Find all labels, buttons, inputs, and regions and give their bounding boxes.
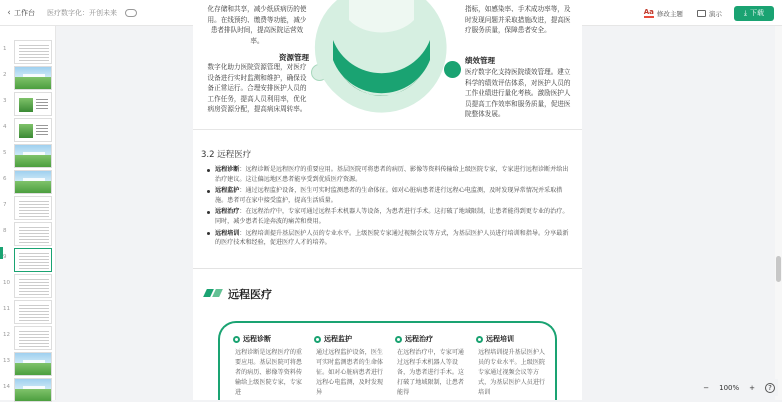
page-number: 8: [3, 228, 7, 234]
slide-column-1: [233, 334, 303, 398]
top-left-paragraph: 化存储和共享，减少纸质病历的使用。在线预约、缴费等功能，减少患者排队时间，提高医院运营效率。: [207, 5, 307, 45]
list-item: [207, 165, 573, 184]
zoom-level[interactable]: 100%: [719, 383, 740, 392]
page-number: 12: [3, 332, 10, 338]
theme-icon: Aa: [643, 7, 654, 16]
cloud-sync-icon: [125, 9, 137, 17]
circular-infographic: [299, 0, 464, 128]
column-text: 通过远程监护设备，医生可实时监测患者的生命体征。如对心脏病患者进行远程心电监测，及时发现异: [316, 349, 384, 396]
slide-column-3: [395, 334, 465, 398]
page-thumbnail-5[interactable]: [14, 144, 52, 168]
page-thumbnail-10[interactable]: [14, 274, 52, 298]
bullet-text: ：在远程治疗中，专家可通过远程手术机器人等设备，为患者进行手术。这打破了地域限制，让患者能得到更专业的治疗。同时，减少患者长途奔波的痛苦和费用。: [215, 208, 569, 225]
ring-icon: [314, 336, 321, 343]
ring-icon: [233, 336, 240, 343]
page-thumbnail-2[interactable]: [14, 66, 52, 90]
page-thumbnail-12[interactable]: [14, 326, 52, 350]
page-divider: [193, 129, 582, 130]
list-item: [207, 229, 573, 248]
list-item: [207, 207, 573, 226]
bullet-list: [207, 165, 573, 250]
section-heading: 3.2 远程医疗: [201, 150, 252, 160]
page-thumbnail-7[interactable]: [14, 196, 52, 220]
page-number: 7: [3, 202, 7, 208]
page-number: 10: [3, 280, 10, 286]
column-title: 远程治疗: [405, 335, 433, 343]
column-text: 远程培训提升基层医护人员的专业水平。上级医院专家通过视频会议等方式，为基层医护人员进行培训: [478, 349, 546, 396]
slide-column-2: [314, 334, 384, 398]
help-icon[interactable]: ?: [765, 383, 775, 393]
bullet-label: 远程监护: [215, 187, 240, 195]
column-title: 远程诊断: [243, 335, 271, 343]
back-button[interactable]: [4, 8, 35, 18]
document-title[interactable]: 医疗数字化：开创未来: [47, 8, 117, 17]
change-theme-label: 修改主题: [656, 9, 683, 18]
column-title: 远程监护: [324, 335, 352, 343]
column-text: 在远程治疗中，专家可通过远程手术机器人等设备，为患者进行手术。这打破了地域限制，让患者能得: [397, 349, 465, 396]
page-thumbnail-9[interactable]: [14, 248, 52, 272]
page-number: 14: [3, 384, 10, 390]
toolbar-right: [644, 0, 782, 26]
download-icon: ⤓: [743, 8, 747, 17]
download-label: 下载: [750, 9, 764, 17]
page-thumbnail-4[interactable]: [14, 118, 52, 142]
monitor-icon: [697, 10, 706, 17]
bullet-label: 远程诊断: [215, 166, 240, 173]
page-thumbnails-panel: [0, 26, 56, 400]
page-thumbnail-13[interactable]: [14, 352, 52, 376]
page-number: 6: [3, 176, 7, 182]
page-number: 11: [3, 306, 10, 312]
present-label: 演示: [708, 9, 722, 18]
page-thumbnail-8[interactable]: [14, 222, 52, 246]
list-item: [207, 186, 573, 205]
download-button[interactable]: [734, 6, 774, 21]
page-thumbnail-1[interactable]: [14, 40, 52, 64]
page-thumbnail-3[interactable]: [14, 92, 52, 116]
vertical-scrollbar[interactable]: [775, 26, 782, 400]
page-number: 4: [3, 124, 7, 130]
back-label: 工作台: [14, 8, 35, 17]
slide-preview[interactable]: [193, 268, 582, 400]
slide-column-4: [476, 334, 546, 398]
page-number: 13: [3, 358, 10, 364]
column-title: 远程培训: [486, 335, 514, 343]
bullet-text: ：远程诊断是远程医疗的重要应用。基层医院可将患者的病历、影像等资料传输给上级医院专家，专家进行远程诊断并给出治疗建议。这让偏远地区患者能享受到优质医疗资源。: [215, 166, 569, 183]
page-thumbnail-6[interactable]: [14, 170, 52, 194]
performance-management-heading: 绩效管理: [465, 56, 495, 65]
ring-icon: [476, 336, 483, 343]
present-button[interactable]: [697, 9, 722, 18]
performance-management-text: 医疗数字化支持医院绩效管理。建立科学的绩效评估体系，对医护人员的工作业绩进行量化考核。激励医护人员提高工作效率和服务质量，促进医院整体发展。: [465, 68, 571, 118]
bullet-text: ：通过远程监护设备，医生可实时监测患者的生命体征。如对心脏病患者进行远程心电监测，及时发现异常情况并采取措施。患者可在家中接受监护，提高生活质量。: [215, 187, 563, 204]
page-number: 3: [3, 98, 7, 104]
scrollbar-thumb[interactable]: [776, 256, 781, 282]
change-theme-button[interactable]: [644, 9, 683, 18]
page-number: 1: [3, 46, 7, 52]
title-stripes-icon: [205, 289, 221, 297]
page-number: 2: [3, 72, 7, 78]
zoom-out-button[interactable]: −: [703, 383, 710, 392]
page-number: 9: [3, 254, 7, 260]
top-right-paragraph: 指标，如感染率、手术成功率等，及时发现问题并采取措施改进，提高医疗服务质量，保障患者安全。: [465, 5, 571, 34]
bullet-text: ：远程培训提升基层医护人员的专业水平。上级医院专家通过视频会议等方式，为基层医护人员进行培训和指导。分享最新的医疗技术和经验，促进医疗人才的培养。: [215, 229, 569, 247]
document-page: [193, 0, 582, 400]
zoom-in-button[interactable]: +: [749, 383, 755, 392]
ring-icon: [395, 336, 402, 343]
resource-management-text: 数字化助力医院资源管理，对医疗设备进行实时监测和维护，确保设备正常运行。合理安排医护人员的工作任务，提高人员利用率，优化病房资源分配，提高病床周转率。: [207, 63, 307, 113]
zoom-controls: [700, 379, 778, 396]
page-thumbnail-14[interactable]: [14, 378, 52, 402]
slide-title: 远程医疗: [228, 288, 272, 301]
page-thumbnail-11[interactable]: [14, 300, 52, 324]
chevron-left-icon: ‹: [7, 7, 11, 18]
page-number: 5: [3, 150, 7, 156]
bullet-label: 远程培训: [215, 229, 240, 237]
bullet-label: 远程治疗: [215, 208, 240, 216]
resource-management-heading: 资源管理: [279, 53, 309, 62]
performance-icon-badge: [444, 61, 461, 78]
column-text: 远程诊断是远程医疗的重要应用。基层医院可将患者的病历、影像等资料传输给上级医院专家，专家进: [235, 349, 303, 396]
